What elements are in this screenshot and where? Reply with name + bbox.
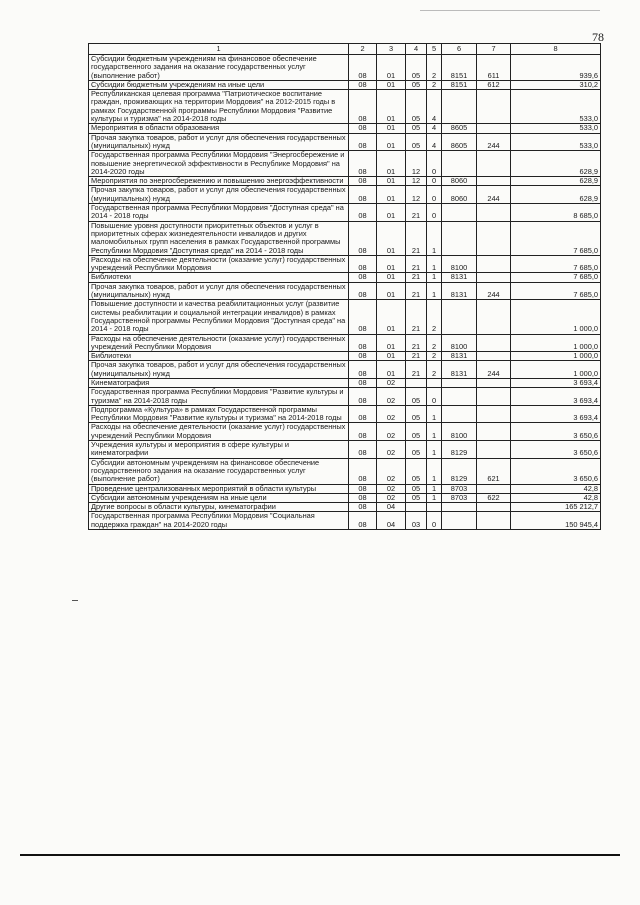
table-row (89, 378, 601, 387)
table-row (89, 493, 601, 502)
row-code-cell: 12 (406, 177, 427, 186)
row-code-cell: 05 (406, 484, 427, 493)
row-name-cell: Прочая закупка товаров, работ и услуг для обеспечения государственных (муниципальных) нужд (89, 133, 349, 151)
row-code-cell: 2 (427, 55, 442, 81)
row-name-cell: Библиотеки (89, 352, 349, 361)
row-code-cell: 01 (377, 282, 406, 300)
row-code-cell (477, 300, 511, 334)
table-row (89, 484, 601, 493)
row-code-cell: 8129 (442, 458, 477, 484)
row-code-cell: 02 (377, 378, 406, 387)
row-code-cell (427, 378, 442, 387)
row-code-cell: 3 693,4 (511, 388, 601, 406)
table-row (89, 388, 601, 406)
table-row (89, 423, 601, 441)
row-code-cell: 0 (427, 177, 442, 186)
row-code-cell: 8151 (442, 80, 477, 89)
row-code-cell: 8100 (442, 423, 477, 441)
row-name-cell: Субсидии автономным учреждениям на иные цели (89, 493, 349, 502)
table-row (89, 273, 601, 282)
row-code-cell: 21 (406, 361, 427, 379)
row-code-cell: 611 (477, 55, 511, 81)
row-code-cell (477, 221, 511, 255)
row-code-cell: 1 (427, 273, 442, 282)
row-code-cell: 08 (349, 458, 377, 484)
row-code-cell: 533,0 (511, 133, 601, 151)
row-code-cell: 1 (427, 255, 442, 273)
table-row (89, 255, 601, 273)
row-code-cell: 04 (377, 503, 406, 512)
row-code-cell: 02 (377, 388, 406, 406)
row-code-cell: 08 (349, 282, 377, 300)
row-code-cell: 08 (349, 493, 377, 502)
row-code-cell: 8131 (442, 352, 477, 361)
table-row (89, 458, 601, 484)
row-name-cell: Учреждения культуры и мероприятия в сфере культуры и кинематографии (89, 441, 349, 459)
row-code-cell: 08 (349, 90, 377, 124)
row-code-cell (477, 484, 511, 493)
row-code-cell: 21 (406, 204, 427, 222)
table-body (89, 55, 601, 530)
row-code-cell: 21 (406, 352, 427, 361)
table-row (89, 133, 601, 151)
row-code-cell (477, 90, 511, 124)
row-code-cell (477, 334, 511, 352)
row-code-cell (477, 388, 511, 406)
row-code-cell: 08 (349, 484, 377, 493)
row-code-cell: 08 (349, 273, 377, 282)
row-code-cell: 05 (406, 423, 427, 441)
row-name-cell: Повышение уровня доступности приоритетных объектов и услуг в приоритетных сферах жизнедеятельности инвалидов и других маломобильных групп населения в рамках Государственной программы Республики Мордовия "Доступная среда" на 2014 - 2018 годы (89, 221, 349, 255)
row-code-cell: 0 (427, 151, 442, 177)
row-code-cell: 621 (477, 458, 511, 484)
row-code-cell: 244 (477, 186, 511, 204)
row-code-cell: 3 693,4 (511, 378, 601, 387)
row-code-cell: 7 685,0 (511, 221, 601, 255)
row-name-cell: Кинематография (89, 378, 349, 387)
row-code-cell: 08 (349, 441, 377, 459)
row-code-cell: 05 (406, 405, 427, 423)
row-code-cell: 01 (377, 361, 406, 379)
page-bottom-rule (20, 854, 620, 856)
row-code-cell: 01 (377, 80, 406, 89)
row-code-cell: 01 (377, 221, 406, 255)
row-code-cell: 7 685,0 (511, 282, 601, 300)
row-name-cell: Мероприятия по энергосбережению и повышению энергоэффективности (89, 177, 349, 186)
row-code-cell: 244 (477, 133, 511, 151)
row-code-cell: 8703 (442, 493, 477, 502)
row-code-cell: 1 (427, 484, 442, 493)
row-name-cell: Другие вопросы в области культуры, кинематографии (89, 503, 349, 512)
row-code-cell: 08 (349, 334, 377, 352)
table-row (89, 124, 601, 133)
row-code-cell (442, 221, 477, 255)
row-code-cell: 622 (477, 493, 511, 502)
header-cell: 4 (406, 44, 427, 55)
row-code-cell: 612 (477, 80, 511, 89)
table-row (89, 334, 601, 352)
row-code-cell: 08 (349, 255, 377, 273)
row-code-cell: 8129 (442, 441, 477, 459)
header-cell: 3 (377, 44, 406, 55)
row-code-cell: 1 (427, 405, 442, 423)
header-cell: 8 (511, 44, 601, 55)
row-code-cell (406, 503, 427, 512)
row-code-cell: 0 (427, 186, 442, 204)
row-code-cell (477, 273, 511, 282)
table-row (89, 90, 601, 124)
row-code-cell: 7 685,0 (511, 273, 601, 282)
row-code-cell: 05 (406, 90, 427, 124)
row-code-cell: 8 685,0 (511, 204, 601, 222)
table-row (89, 221, 601, 255)
row-code-cell: 01 (377, 186, 406, 204)
row-code-cell (442, 512, 477, 530)
row-code-cell: 1 000,0 (511, 352, 601, 361)
row-code-cell: 8605 (442, 124, 477, 133)
row-code-cell: 3 693,4 (511, 405, 601, 423)
header-cell: 2 (349, 44, 377, 55)
row-name-cell: Расходы на обеспечение деятельности (оказание услуг) государственных учреждений Республики Мордовия (89, 423, 349, 441)
row-code-cell: 310,2 (511, 80, 601, 89)
row-code-cell: 1 (427, 423, 442, 441)
row-code-cell (442, 388, 477, 406)
row-code-cell: 01 (377, 300, 406, 334)
row-code-cell: 01 (377, 273, 406, 282)
row-code-cell (427, 503, 442, 512)
row-code-cell: 8151 (442, 55, 477, 81)
row-code-cell: 42,8 (511, 493, 601, 502)
row-code-cell: 01 (377, 204, 406, 222)
row-code-cell (406, 378, 427, 387)
row-code-cell: 533,0 (511, 124, 601, 133)
row-code-cell: 0 (427, 512, 442, 530)
row-code-cell: 04 (377, 512, 406, 530)
row-code-cell: 02 (377, 441, 406, 459)
row-code-cell: 21 (406, 273, 427, 282)
row-code-cell: 2 (427, 352, 442, 361)
row-code-cell: 05 (406, 441, 427, 459)
row-code-cell: 21 (406, 334, 427, 352)
row-code-cell: 02 (377, 405, 406, 423)
row-code-cell: 08 (349, 361, 377, 379)
row-code-cell (477, 441, 511, 459)
row-code-cell: 08 (349, 378, 377, 387)
row-code-cell: 628,9 (511, 177, 601, 186)
row-code-cell: 2 (427, 80, 442, 89)
row-code-cell: 1 (427, 221, 442, 255)
row-code-cell: 03 (406, 512, 427, 530)
row-code-cell (442, 378, 477, 387)
row-code-cell: 08 (349, 133, 377, 151)
row-code-cell (477, 255, 511, 273)
row-code-cell: 4 (427, 90, 442, 124)
row-code-cell: 628,9 (511, 151, 601, 177)
row-name-cell: Прочая закупка товаров, работ и услуг для обеспечения государственных (муниципальных) нужд (89, 186, 349, 204)
row-code-cell: 08 (349, 512, 377, 530)
row-name-cell: Республиканская целевая программа "Патриотическое воспитание граждан, проживающих на территории Мордовия" на 2012-2015 годы в рамках Государственной программы Республики Мордовия "Развитие культуры и туризма" на 2014-2018 годы (89, 90, 349, 124)
row-code-cell: 8605 (442, 133, 477, 151)
row-code-cell: 4 (427, 133, 442, 151)
row-code-cell: 08 (349, 221, 377, 255)
row-code-cell: 8060 (442, 186, 477, 204)
row-code-cell: 21 (406, 221, 427, 255)
row-code-cell: 01 (377, 177, 406, 186)
row-code-cell: 05 (406, 133, 427, 151)
table-row (89, 503, 601, 512)
row-code-cell (442, 300, 477, 334)
row-name-cell: Повышение доступности и качества реабилитационных услуг (развитие системы реабилитации и социальной интеграции инвалидов) в рамках Государственной программы Республики Мордовия "Доступная среда" на 2014 - 2018 годы (89, 300, 349, 334)
row-code-cell: 1 (427, 458, 442, 484)
row-code-cell: 21 (406, 255, 427, 273)
row-code-cell: 939,6 (511, 55, 601, 81)
row-code-cell: 08 (349, 352, 377, 361)
table-header-row (89, 44, 601, 55)
table-row (89, 361, 601, 379)
page-number: 78 (592, 30, 604, 44)
row-code-cell: 7 685,0 (511, 255, 601, 273)
table-row (89, 186, 601, 204)
header-cell: 1 (89, 44, 349, 55)
row-code-cell: 01 (377, 334, 406, 352)
row-name-cell: Прочая закупка товаров, работ и услуг для обеспечения государственных (муниципальных) нужд (89, 361, 349, 379)
row-code-cell: 08 (349, 186, 377, 204)
table-row (89, 151, 601, 177)
table-row (89, 177, 601, 186)
row-code-cell: 1 000,0 (511, 334, 601, 352)
row-code-cell (477, 405, 511, 423)
row-code-cell: 244 (477, 361, 511, 379)
row-code-cell (477, 204, 511, 222)
table-row (89, 282, 601, 300)
scan-mark (72, 600, 78, 601)
row-code-cell: 3 650,6 (511, 423, 601, 441)
row-code-cell: 01 (377, 151, 406, 177)
row-name-cell: Прочая закупка товаров, работ и услуг для обеспечения государственных (муниципальных) нужд (89, 282, 349, 300)
row-name-cell: Расходы на обеспечение деятельности (оказание услуг) государственных учреждений Республики Мордовия (89, 334, 349, 352)
row-code-cell: 0 (427, 204, 442, 222)
row-code-cell (442, 90, 477, 124)
table-row (89, 80, 601, 89)
row-code-cell: 8100 (442, 334, 477, 352)
row-code-cell: 8100 (442, 255, 477, 273)
row-name-cell: Расходы на обеспечение деятельности (оказание услуг) государственных учреждений Республики Мордовия (89, 255, 349, 273)
row-code-cell (477, 151, 511, 177)
row-code-cell: 08 (349, 151, 377, 177)
row-code-cell: 12 (406, 151, 427, 177)
row-code-cell: 21 (406, 300, 427, 334)
row-code-cell: 165 212,7 (511, 503, 601, 512)
table-row (89, 300, 601, 334)
row-code-cell: 05 (406, 388, 427, 406)
row-code-cell: 01 (377, 352, 406, 361)
row-code-cell: 08 (349, 300, 377, 334)
row-code-cell: 1 000,0 (511, 361, 601, 379)
table-row (89, 441, 601, 459)
row-code-cell: 1 (427, 282, 442, 300)
row-code-cell (442, 503, 477, 512)
table-row (89, 405, 601, 423)
row-name-cell: Государственная программа Республики Мордовия "Доступная среда" на 2014 - 2018 годы (89, 204, 349, 222)
row-name-cell: Государственная программа Республики Мордовия "Энергосбережение и повышение энергетической эффективности в Республике Мордовия" на 2014-2020 годы (89, 151, 349, 177)
row-code-cell: 08 (349, 177, 377, 186)
row-code-cell: 02 (377, 484, 406, 493)
row-name-cell: Мероприятия в области образования (89, 124, 349, 133)
row-code-cell: 08 (349, 423, 377, 441)
row-name-cell: Подпрограмма «Культура» в рамках Государственной программы Республики Мордовия "Развитие культуры и туризма" на 2014-2018 годы (89, 405, 349, 423)
row-code-cell: 05 (406, 458, 427, 484)
row-code-cell: 21 (406, 282, 427, 300)
table-row (89, 204, 601, 222)
row-code-cell: 02 (377, 493, 406, 502)
row-code-cell: 01 (377, 255, 406, 273)
row-code-cell (477, 124, 511, 133)
row-code-cell: 08 (349, 124, 377, 133)
row-code-cell: 02 (377, 423, 406, 441)
row-code-cell: 05 (406, 80, 427, 89)
budget-table (88, 43, 601, 530)
row-name-cell: Государственная программа Республики Мордовия "Развитие культуры и туризма" на 2014-2018 годы (89, 388, 349, 406)
row-code-cell: 8703 (442, 484, 477, 493)
row-code-cell: 12 (406, 186, 427, 204)
row-code-cell: 8060 (442, 177, 477, 186)
row-code-cell: 1 (427, 441, 442, 459)
row-name-cell: Проведение централизованных мероприятий в области культуры (89, 484, 349, 493)
row-code-cell: 628,9 (511, 186, 601, 204)
scan-mark (420, 10, 600, 11)
row-code-cell: 05 (406, 124, 427, 133)
row-code-cell (477, 177, 511, 186)
row-code-cell: 01 (377, 55, 406, 81)
header-cell: 5 (427, 44, 442, 55)
row-code-cell: 08 (349, 503, 377, 512)
row-name-cell: Субсидии бюджетным учреждениям на финансовое обеспечение государственного задания на оказание государственных услуг (выполнение работ) (89, 55, 349, 81)
header-cell: 6 (442, 44, 477, 55)
row-code-cell: 244 (477, 282, 511, 300)
row-code-cell: 8131 (442, 282, 477, 300)
row-code-cell: 42,8 (511, 484, 601, 493)
row-code-cell: 1 (427, 493, 442, 502)
row-code-cell (477, 378, 511, 387)
row-code-cell: 02 (377, 458, 406, 484)
row-code-cell: 8131 (442, 273, 477, 282)
table-row (89, 352, 601, 361)
table-row (89, 512, 601, 530)
row-code-cell: 8131 (442, 361, 477, 379)
row-code-cell: 2 (427, 361, 442, 379)
row-code-cell: 05 (406, 55, 427, 81)
row-code-cell: 3 650,6 (511, 458, 601, 484)
row-name-cell: Государственная программа Республики Мордовия "Социальная поддержка граждан" на 2014-2020 годы (89, 512, 349, 530)
row-name-cell: Субсидии бюджетным учреждениям на иные цели (89, 80, 349, 89)
row-code-cell (442, 405, 477, 423)
row-code-cell: 05 (406, 493, 427, 502)
row-code-cell (442, 151, 477, 177)
row-code-cell: 08 (349, 55, 377, 81)
row-code-cell (477, 512, 511, 530)
row-code-cell: 08 (349, 204, 377, 222)
row-code-cell: 01 (377, 124, 406, 133)
row-name-cell: Субсидии автономным учреждениям на финансовое обеспечение государственного задания на оказание государственных услуг (выполнение работ) (89, 458, 349, 484)
row-code-cell: 3 650,6 (511, 441, 601, 459)
row-name-cell: Библиотеки (89, 273, 349, 282)
row-code-cell (477, 352, 511, 361)
row-code-cell: 01 (377, 90, 406, 124)
row-code-cell: 01 (377, 133, 406, 151)
row-code-cell (477, 503, 511, 512)
row-code-cell: 2 (427, 334, 442, 352)
row-code-cell: 533,0 (511, 90, 601, 124)
row-code-cell (442, 204, 477, 222)
row-code-cell: 0 (427, 388, 442, 406)
row-code-cell: 08 (349, 388, 377, 406)
row-code-cell: 1 000,0 (511, 300, 601, 334)
row-code-cell: 2 (427, 300, 442, 334)
row-code-cell (477, 423, 511, 441)
row-code-cell: 08 (349, 405, 377, 423)
row-code-cell: 4 (427, 124, 442, 133)
header-cell: 7 (477, 44, 511, 55)
row-code-cell: 150 945,4 (511, 512, 601, 530)
row-code-cell: 08 (349, 80, 377, 89)
table-row (89, 55, 601, 81)
